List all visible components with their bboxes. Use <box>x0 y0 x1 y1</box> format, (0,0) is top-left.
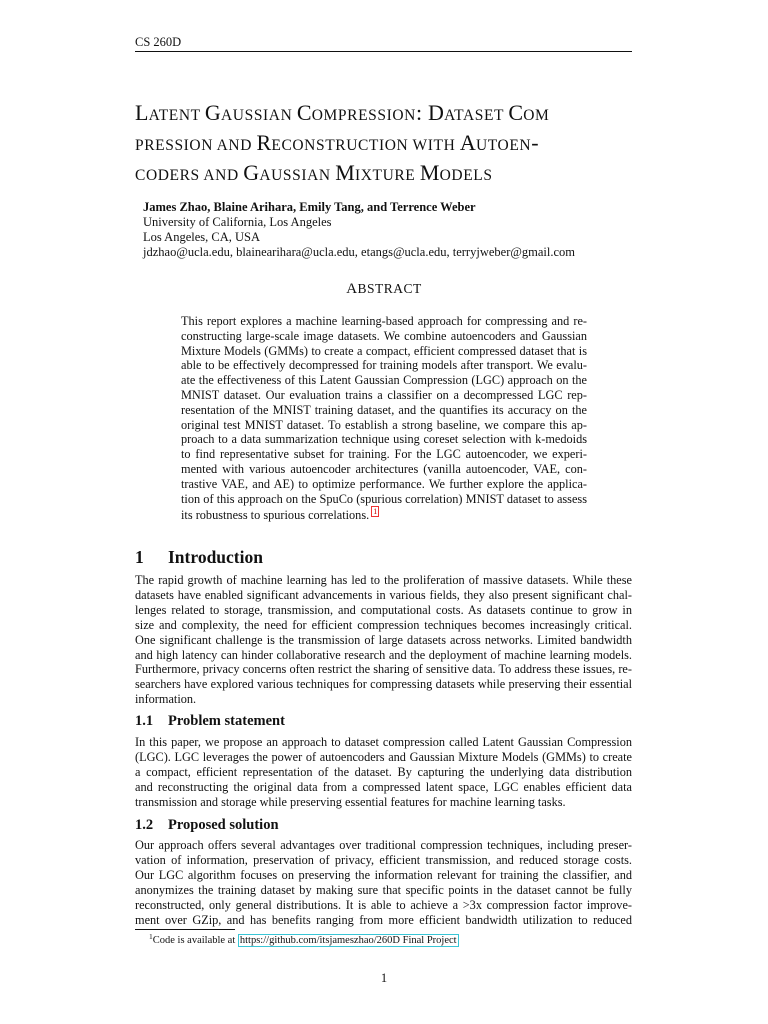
title-cap: M <box>335 160 355 185</box>
footnote <box>149 932 459 946</box>
text-line: transmission and storage while preserving essential features for machine learning tasks. <box>135 794 566 809</box>
author-names: James Zhao, Blaine Arihara, Emily Tang, and Terrence Weber <box>143 200 476 214</box>
abstract-lines <box>181 314 587 506</box>
abstract-last-line <box>181 506 587 523</box>
text-line: proach to a data summarization technique using coreset selection with k-medoids <box>181 432 587 447</box>
title-cap: A <box>459 130 476 155</box>
text-line: ate the effectiveness of this Latent Gaussian Compression (LGC) approach on the <box>181 373 587 388</box>
text-line: vation of information, preservation of privacy, efficient transmission, and reduced storage costs. <box>135 852 632 867</box>
running-head: CS 260D <box>135 35 182 49</box>
text-line: tion of this approach on the SpuCo (spurious correlation) MNIST dataset to assess <box>181 491 587 506</box>
text-line: and reconstructing the original data from a compressed latent space, LGC enables efficient data <box>135 779 632 794</box>
text-line: This report explores a machine learning-based approach for compressing and re- <box>181 314 587 328</box>
title-small-caps: ECONSTRUCTION WITH <box>271 137 460 154</box>
text-line: able to be effectively decompressed for training models after transport. We evalu- <box>181 358 587 373</box>
section-number: 1 <box>135 547 144 567</box>
title-cap: - <box>531 130 539 155</box>
page-number: 1 <box>380 971 388 985</box>
abstract-heading <box>0 281 768 298</box>
section-heading-problem-statement <box>135 713 285 730</box>
footnote-rule <box>135 929 235 930</box>
section-heading-proposed-solution <box>135 817 279 834</box>
text-line: (LGC). LGC leverages the power of autoencoders and Gaussian Mixture Models (GMMs) to create <box>135 749 632 764</box>
title-small-caps: IXTURE <box>354 167 420 184</box>
section-number: 1.2 <box>135 817 154 833</box>
title-line-1 <box>135 99 635 129</box>
section-title: Problem statement <box>168 713 285 729</box>
text-line: datasets have enabled significant advancements in various fields, they also present significant chal- <box>135 587 632 602</box>
text-line: Mixture Models (GMMs) to create a compact, efficient compressed dataset that is <box>181 343 587 358</box>
text-line: reconstructed, only general distributions. It is able to achieve a >3x compression factor improve- <box>135 897 632 912</box>
text-line: information. <box>135 692 197 707</box>
text-line: a compact, efficient representation of the dataset. By capturing the underlying data distribution <box>135 764 632 779</box>
footnote-code-link[interactable]: https://github.com/itsjameszhao/260D Final Project <box>239 935 457 946</box>
title-cap: G <box>204 100 222 125</box>
title-cap: : D <box>415 100 445 125</box>
abstract-body <box>181 314 587 523</box>
text-line: anonymizes the training dataset by making sure that specific points in the dataset cannot be fully <box>135 882 632 897</box>
title-small-caps: UTOEN <box>475 137 532 154</box>
title-cap: R <box>256 130 272 155</box>
section-number: 1.1 <box>135 713 154 729</box>
text-line: original test MNIST dataset. To establish a strong baseline, we compare this ap- <box>181 417 587 432</box>
text-line: The rapid growth of machine learning has led to the proliferation of massive datasets. While these <box>135 573 632 587</box>
text-line: searchers have explored various techniques for compressing datasets while preserving their essential <box>135 677 632 692</box>
title-cap: C <box>508 100 524 125</box>
author-location: Los Angeles, CA, USA <box>143 230 261 244</box>
footnote-number: 1 <box>149 932 153 941</box>
text-line: In this paper, we propose an approach to dataset compression called Latent Gaussian Compression <box>135 735 632 749</box>
text-line: trastive VAE, and AE) to optimize performance. We further explore the applica- <box>181 476 587 491</box>
text-line: MNIST dataset. Our evaluation trains a classifier on a decompressed LGC rep- <box>181 387 587 402</box>
text-line: to find representative subset for training. For the LGC autoencoder, we experi- <box>181 447 587 462</box>
text-line: One significant challenge is the transmission of large datasets across networks. Limited bandwidth <box>135 632 632 647</box>
title-cap: G <box>243 160 260 185</box>
section-title: Proposed solution <box>168 817 279 833</box>
author-affiliation: University of California, Los Angeles <box>143 215 332 229</box>
title-small-caps: ODELS <box>439 167 493 184</box>
text-line: Our LGC algorithm focuses on preserving the information relevant for training the classifier, and <box>135 867 632 882</box>
paragraph-introduction <box>135 573 632 707</box>
title-cap: C <box>296 100 312 125</box>
title-small-caps: PRESSION AND <box>135 137 257 154</box>
text-line: mented with various autoencoder architectures (vanilla autoencoder, VAE, con- <box>181 461 587 476</box>
title-line-2 <box>135 129 635 159</box>
author-emails: jdzhao@ucla.edu, blainearihara@ucla.edu, etangs@ucla.edu, terryjweber@gmail.com <box>143 245 575 259</box>
title-cap: M <box>419 160 440 185</box>
text-line: constructing large-scale image datasets. We combine autoencoders and Gaussian <box>181 328 587 343</box>
title-small-caps: AUSSIAN <box>259 167 336 184</box>
text-line: lenges related to storage, transmission, and computational costs. As datasets continue to grow in <box>135 602 632 617</box>
title-small-caps: ATENT <box>148 107 205 124</box>
title-small-caps: OM <box>523 107 550 124</box>
text-line: Furthermore, privacy concerns often restrict the sharing of sensitive data. To address these issues, re- <box>135 662 632 677</box>
title-small-caps: ATASET <box>444 107 509 124</box>
footnote-text: Code is available at <box>152 935 238 946</box>
section-title: Introduction <box>168 547 263 567</box>
title-small-caps: CODERS AND <box>135 167 244 184</box>
title-small-caps: OMPRESSION <box>311 107 416 124</box>
section-heading-introduction <box>135 547 263 568</box>
text-line: resentation of the MNIST training dataset, and the quantifies its accuracy on the <box>181 402 587 417</box>
text-line: ment over GZip, and has benefits ranging from more efficient bandwidth utilization to reduced <box>135 912 632 927</box>
text-line: and high latency can hinder collaborative research and the deployment of machine learning models. <box>135 647 632 662</box>
author-block <box>143 200 575 260</box>
paper-title <box>135 99 635 189</box>
title-cap: L <box>135 100 149 125</box>
abstract-last-text: its robustness to spurious correlations. <box>181 508 370 523</box>
title-small-caps: AUSSIAN <box>221 107 297 124</box>
paragraph-problem-statement <box>135 735 632 810</box>
abstract-heading-cap: A <box>346 281 358 297</box>
text-line: Our approach offers several advantages over traditional compression techniques, including preser- <box>135 838 632 852</box>
title-line-3 <box>135 159 635 189</box>
paragraph-proposed-solution <box>135 838 632 927</box>
text-line: size and complexity, the need for efficient compression techniques becomes increasingly critical. <box>135 617 632 632</box>
header-rule <box>135 51 632 52</box>
footnote-marker-link[interactable]: 1 <box>373 507 378 517</box>
abstract-heading-rest: BSTRACT <box>357 281 422 296</box>
